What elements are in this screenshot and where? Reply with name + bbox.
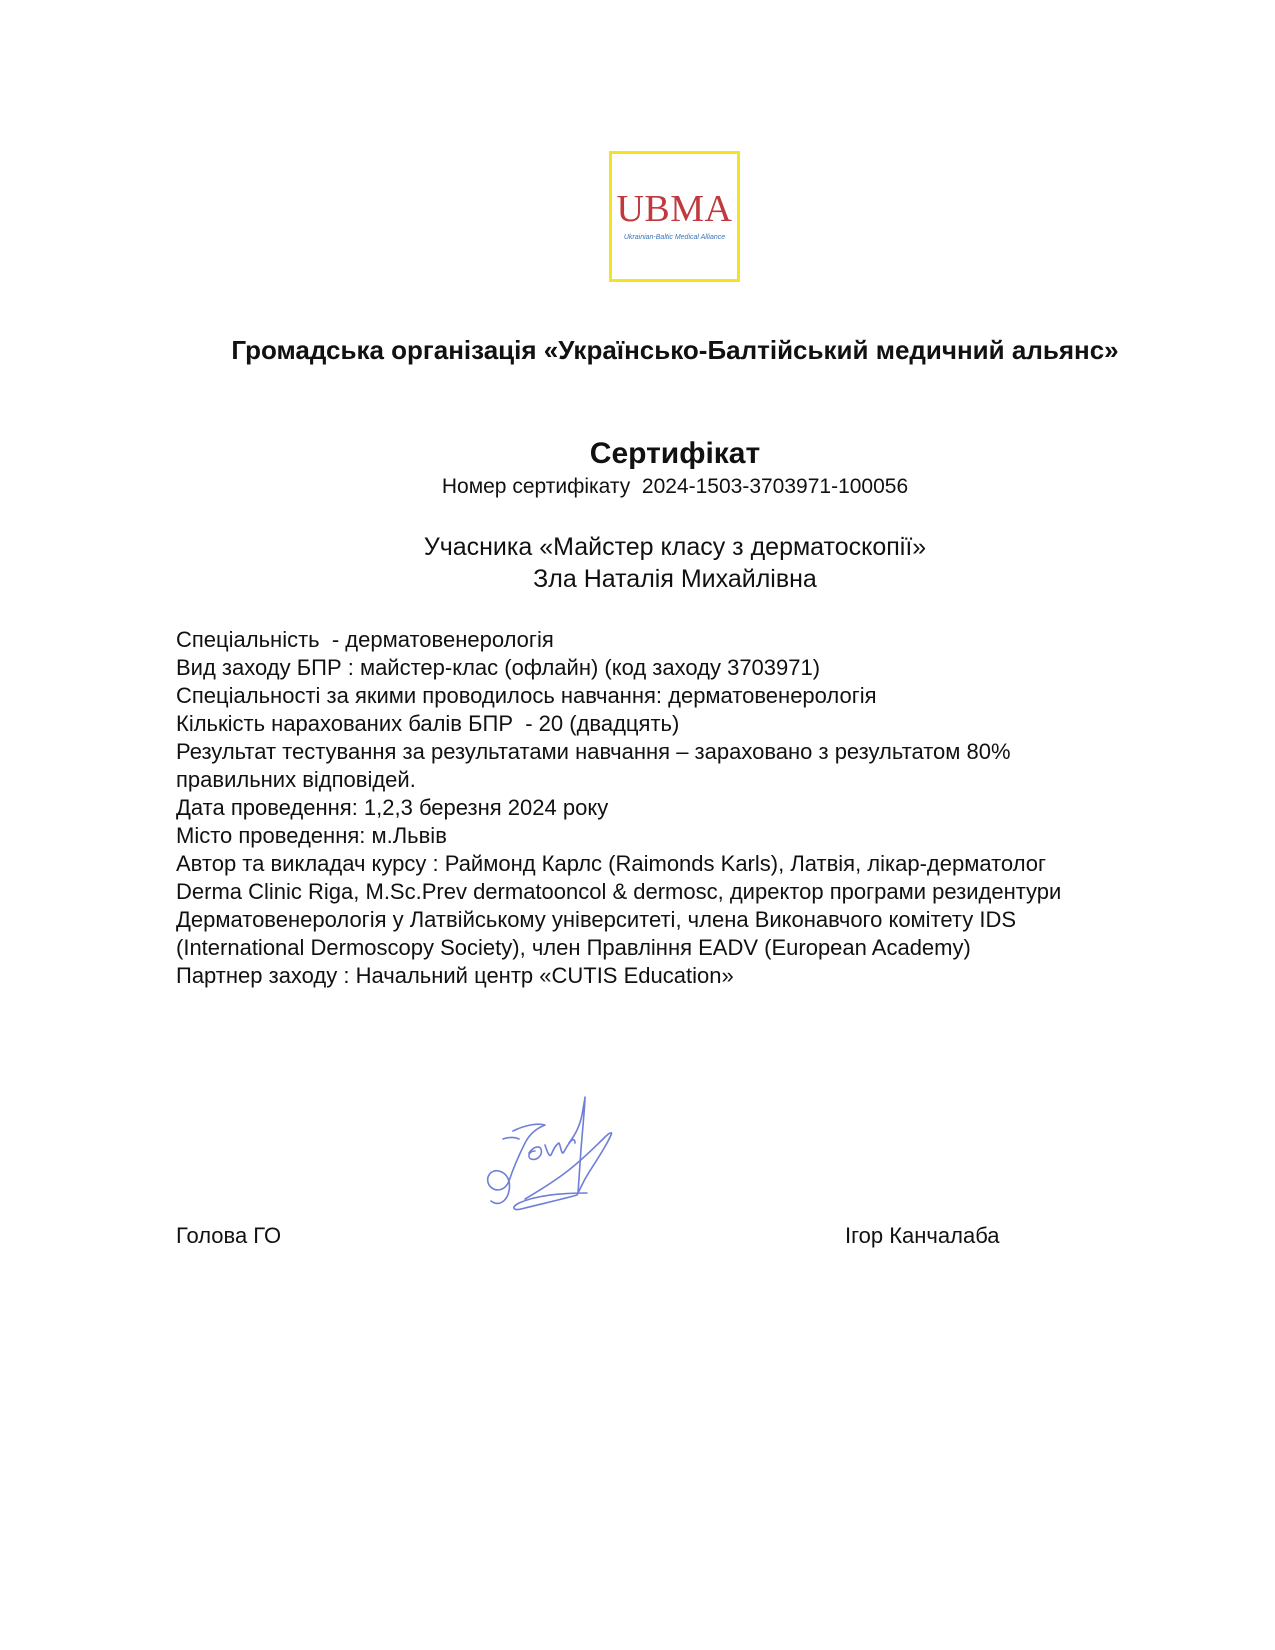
certificate-number: Номер сертифікату 2024-1503-3703971-100056 bbox=[441, 475, 909, 498]
detail-line: правильних відповідей. bbox=[176, 767, 416, 792]
detail-line: Кількість нарахованих балів БПР - 20 (двадцять) bbox=[176, 711, 680, 736]
detail-line: Дерматовенерологія у Латвійському університеті, члена Виконавчого комітету IDS bbox=[176, 907, 1017, 932]
detail-line: (International Dermoscopy Society), член Правління EADV (European Academy) bbox=[176, 935, 971, 960]
ubma-logo bbox=[609, 151, 740, 282]
logo-subtitle: Ukrainian-Baltic Medical Alliance bbox=[623, 234, 726, 241]
detail-line: Спеціальності за якими проводилось навчання: дерматовенерологія bbox=[176, 683, 877, 708]
signature-label: Голова ГО bbox=[176, 1223, 282, 1248]
detail-line: Вид заходу БПР : майстер-клас (офлайн) (код заходу 3703971) bbox=[176, 655, 821, 680]
certificate-details bbox=[176, 626, 1186, 990]
detail-line: Автор та викладач курсу : Раймонд Карлс (Raimonds Karls), Латвія, лікар-дерматолог bbox=[176, 851, 1047, 876]
detail-line: Результат тестування за результатами навчання – зараховано з результатом 80% bbox=[176, 739, 1011, 764]
certificate-title: Сертифікат bbox=[589, 437, 761, 470]
detail-line: Спеціальність - дерматовенерологія bbox=[176, 627, 554, 652]
detail-line: Derma Clinic Riga, M.Sc.Prev dermatooncol & dermosc, директор програми резидентури bbox=[176, 879, 1062, 904]
participant-name: Зла Наталія Михайлівна bbox=[533, 565, 817, 593]
logo-text: UBMA bbox=[616, 188, 733, 230]
organization-title: Громадська організація «Українсько-Балтійський медичний альянс» bbox=[231, 335, 1119, 365]
detail-line: Місто проведення: м.Львів bbox=[176, 823, 447, 848]
detail-line: Партнер заходу : Начальний центр «CUTIS Education» bbox=[176, 963, 734, 988]
signatory-name: Ігор Канчалаба bbox=[845, 1223, 1000, 1248]
handwritten-signature bbox=[485, 1095, 635, 1230]
detail-line: Дата проведення: 1,2,3 березня 2024 року bbox=[176, 795, 609, 820]
participant-course: Учасника «Майстер класу з дерматоскопії» bbox=[423, 533, 927, 561]
